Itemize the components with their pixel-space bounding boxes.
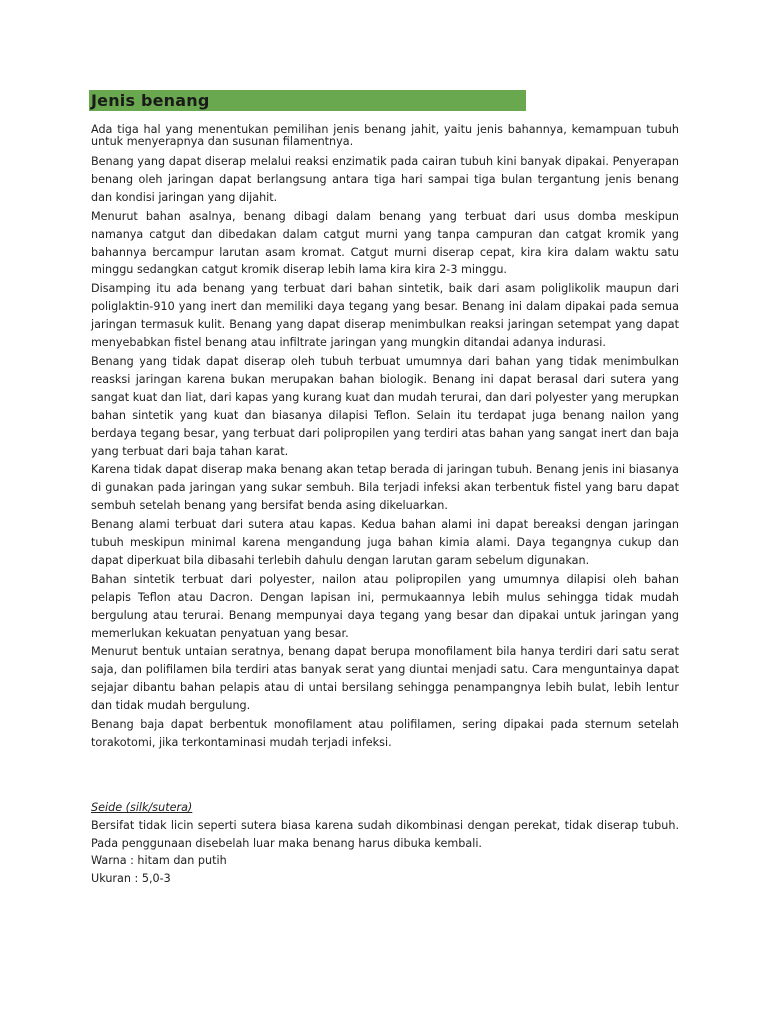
paragraph: Benang alami terbuat dari sutera atau kapas. Kedua bahan alami ini dapat bereaksi dengan jaringan tubuh meskipun minimal karena mengandung juga bahan kimia alami. Daya tegangnya cukup dan dapat diperkuat bila dibasahi terlebih dahulu dengan larutan garam sebelum digunakan. — [91, 518, 679, 567]
size-spec: Ukuran : 5,0-3 — [91, 871, 171, 885]
paragraph: Karena tidak dapat diserap maka benang akan tetap berada di jaringan tubuh. Benang jenis ini biasanya di gunakan pada jaringan yang sukar sembuh. Bila terjadi infeksi akan terbentuk fistel yang baru dapat sembuh setelah benang yang bersifat benda asing dikeluarkan. — [91, 463, 680, 513]
color-spec: Warna : hitam dan putih — [91, 854, 227, 868]
heading-band — [89, 90, 526, 111]
silk-section — [91, 799, 679, 887]
section-title: Seide (silk/sutera) — [91, 801, 193, 814]
page-title: Jenis benang — [91, 91, 210, 110]
paragraph: Menurut bentuk untaian seratnya, benang dapat berupa monofilament bila hanya terdiri dari satu serat saja, dan polifilamen bila terdiri atas banyak serat yang diuntai menjadi satu. Cara menguntainya dapat sejajar dibantu bahan pelapis atau di untai bersilang sehingga penampangnya lebih bulat, lebih lentur dan tidak mudah bergulung. — [91, 645, 679, 713]
section-description: Bersifat tidak licin seperti sutera biasa karena sudah dikombinasi dengan perekat, tidak diserap tubuh. Pada penggunaan disebelah luar maka benang harus dibuka kembali. — [91, 819, 679, 850]
paragraph: Benang yang tidak dapat diserap oleh tubuh terbuat umumnya dari bahan yang tidak menimbulkan reasksi jaringan karena bukan merupakan bahan biologik. Benang ini dapat berasal dari sutera yang sangat kuat dan liat, dari kapas yang kurang kuat dan mudah terurai, dan dari polyester yang merupkan bahan sintetik yang kuat dan biasanya dilapisi Teflon. Selain itu terdapat juga benang nailon yang berdaya tegang besar, yang terbuat dari polipropilen yang terdiri atas bahan yang sangat inert dan baja yang terbuat dari baja tahan karat. — [91, 354, 679, 458]
paragraph: Benang baja dapat berbentuk monofilament atau polifilamen, sering dipakai pada sternum setelah torakotomi, jika terkontaminasi mudah terjadi infeksi. — [91, 718, 679, 749]
paragraph: Benang yang dapat diserap melalui reaksi enzimatik pada cairan tubuh kini banyak dipakai. Penyerapan benang oleh jaringan dapat berlangsung antara tiga hari sampai tiga bulan tergantung jenis benang dan kondisi jaringan yang dijahit. — [91, 155, 679, 204]
paragraph: Menurut bahan asalnya, benang dibagi dalam benang yang terbuat dari usus domba meskipun namanya catgut dan dibedakan dalam catgut murni yang tanpa campuran dan catgat kromik yang bahannya bercampur larutan asam kromat. Catgut murni diserap cepat, kira kira dalam waktu satu minggu sedangkan catgut kromik diserap lebih lama kira kira 2-3 minggu. — [91, 209, 679, 277]
paragraph: Bahan sintetik terbuat dari polyester, nailon atau polipropilen yang umumnya dilapisi oleh bahan pelapis Teflon atau Dacron. Dengan lapisan ini, permukaannya lebih mulus sehingga tidak mudah bergulung atau terurai. Benang mempunyai daya tegang yang besar dan dipakai untuk jaringan yang memerlukan kekuatan penyatuan yang besar. — [91, 572, 679, 640]
paragraph: Disamping itu ada benang yang terbuat dari bahan sintetik, baik dari asam poliglikolik maupun dari poliglaktin-910 yang inert dan memiliki daya tegang yang besar. Benang ini dalam dipakai pada semua jaringan termasuk kulit. Benang yang dapat diserap menimbulkan reaksi jaringan setempat yang dapat menyebabkan fistel benang atau infiltrate jaringan yang mungkin ditandai adanya indurasi. — [91, 282, 679, 350]
document-body — [91, 124, 679, 753]
paragraph: Ada tiga hal yang menentukan pemilihan jenis benang jahit, yaitu jenis bahannya, kemampuan tubuh untuk menyerapnya dan susunan filamentnya. — [91, 123, 679, 148]
